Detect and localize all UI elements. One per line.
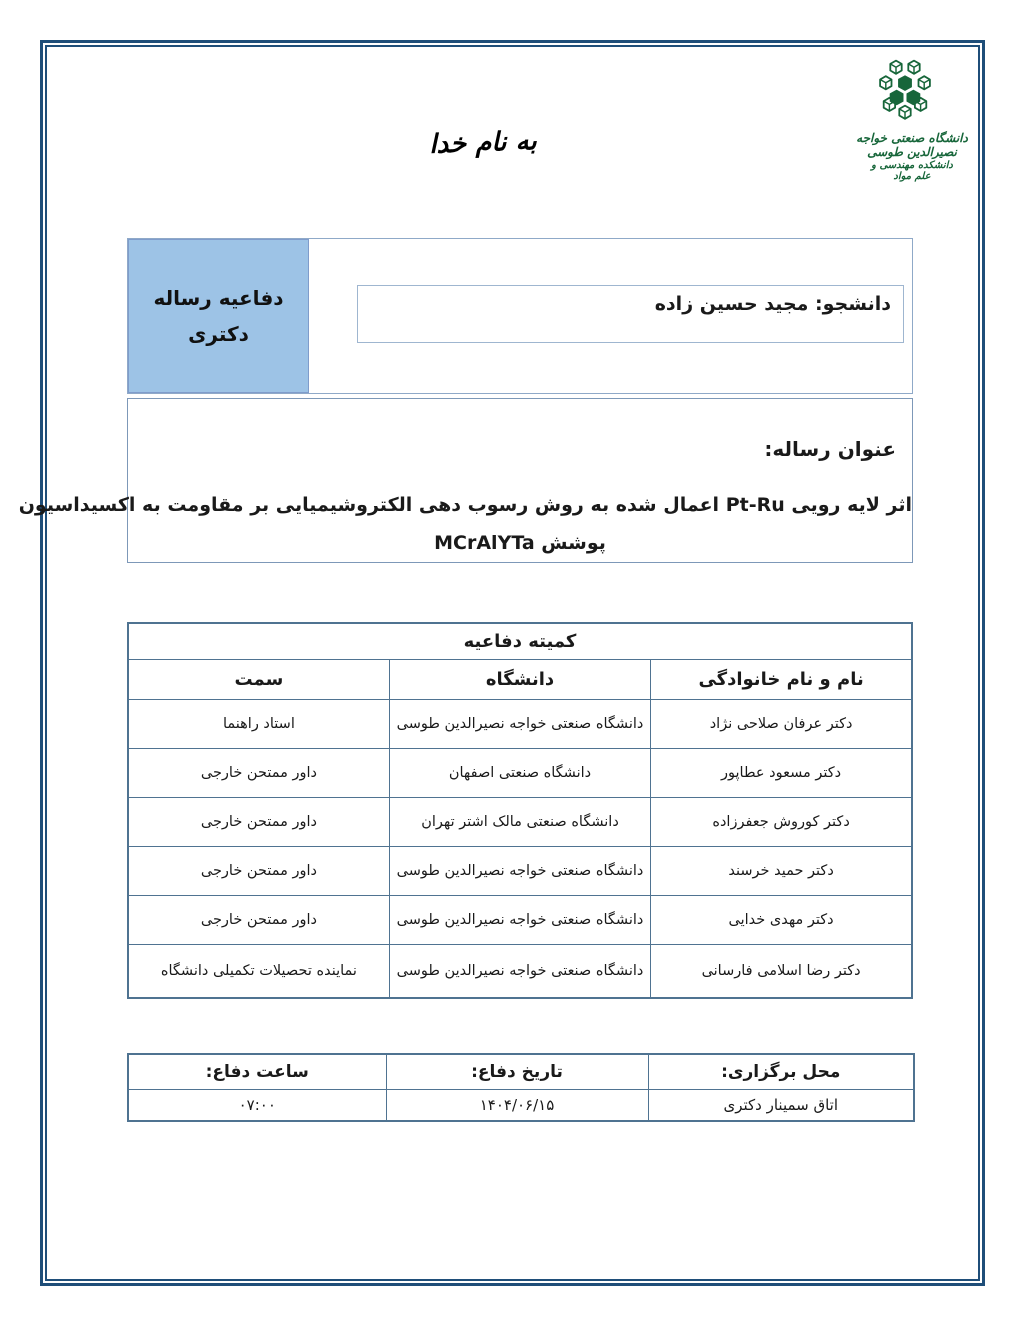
date-value: ۱۴۰۴/۰۶/۱۵ <box>386 1089 648 1121</box>
thesis-title-label: عنوان رساله: <box>764 437 896 461</box>
member-name: دکتر مسعود عطاپور <box>651 748 912 797</box>
schedule-table <box>127 1053 915 1122</box>
member-university: دانشگاه صنعتی خواجه نصیرالدین طوسی <box>389 846 650 895</box>
thesis-title-line2: پوشش MCrAlYTa <box>434 532 606 554</box>
member-name: دکتر کوروش جعفرزاده <box>651 797 912 846</box>
column-header-role: سمت <box>128 659 389 699</box>
column-header-university: دانشگاه <box>389 659 650 699</box>
location-label: محل برگزاری: <box>648 1054 914 1089</box>
member-role: داور ممتحن خارجی <box>128 895 389 944</box>
member-name: دکتر رضا اسلامی فارسانی <box>651 944 912 998</box>
committee-row <box>128 846 912 895</box>
time-label: ساعت دفاع: <box>128 1054 386 1089</box>
member-university: دانشگاه صنعتی مالک اشتر تهران <box>389 797 650 846</box>
date-label: تاریخ دفاع: <box>386 1054 648 1089</box>
committee-table <box>127 622 913 999</box>
member-university: دانشگاه صنعتی خواجه نصیرالدین طوسی <box>389 944 650 998</box>
thesis-title-box <box>18 398 913 563</box>
committee-title: کمیته دفاعیه <box>128 623 912 659</box>
defense-type-line1: دفاعیه رساله <box>153 286 284 310</box>
committee-row <box>128 944 912 998</box>
member-role: داور ممتحن خارجی <box>128 748 389 797</box>
member-role: داور ممتحن خارجی <box>128 797 389 846</box>
member-name: دکتر حمید خرسند <box>651 846 912 895</box>
committee-row <box>128 895 912 944</box>
committee-row <box>128 748 912 797</box>
member-university: دانشگاه صنعتی خواجه نصیرالدین طوسی <box>389 895 650 944</box>
university-name: دانشگاه صنعتی خواجه نصیرالدین طوسی <box>856 131 968 159</box>
defense-type-cell <box>128 239 309 393</box>
student-name-box <box>357 285 904 343</box>
column-header-name: نام و نام خانوادگی <box>651 659 912 699</box>
committee-row <box>128 797 912 846</box>
defense-type-line2: دکتری <box>188 322 249 346</box>
member-name: دکتر مهدی خدایی <box>651 895 912 944</box>
faculty-name: دانشکده مهندسی و علم مواد <box>871 160 953 182</box>
thesis-title-line1: اثر لایه رویی Pt-Ru اعمال شده به روش رسوب دهی الکتروشیمیایی بر مقاومت به اکسیداسیون <box>18 494 912 516</box>
member-university: دانشگاه صنعتی خواجه نصیرالدین طوسی <box>389 699 650 748</box>
committee-row <box>128 699 912 748</box>
university-logo-icon <box>869 52 941 128</box>
member-role: استاد راهنما <box>128 699 389 748</box>
member-role: نماینده تحصیلات تکمیلی دانشگاه <box>128 944 389 998</box>
member-name: دکتر عرفان صلاحی نژاد <box>651 699 912 748</box>
location-value: اتاق سمینار دکتری <box>648 1089 914 1121</box>
member-role: داور ممتحن خارجی <box>128 846 389 895</box>
student-name: دانشجو: مجید حسین زاده <box>654 293 891 315</box>
bismillah-calligraphy: به نام خدا <box>428 126 538 160</box>
time-value: ۰۷:۰۰ <box>128 1089 386 1121</box>
defense-header-table <box>127 238 913 394</box>
member-university: دانشگاه صنعتی اصفهان <box>389 748 650 797</box>
